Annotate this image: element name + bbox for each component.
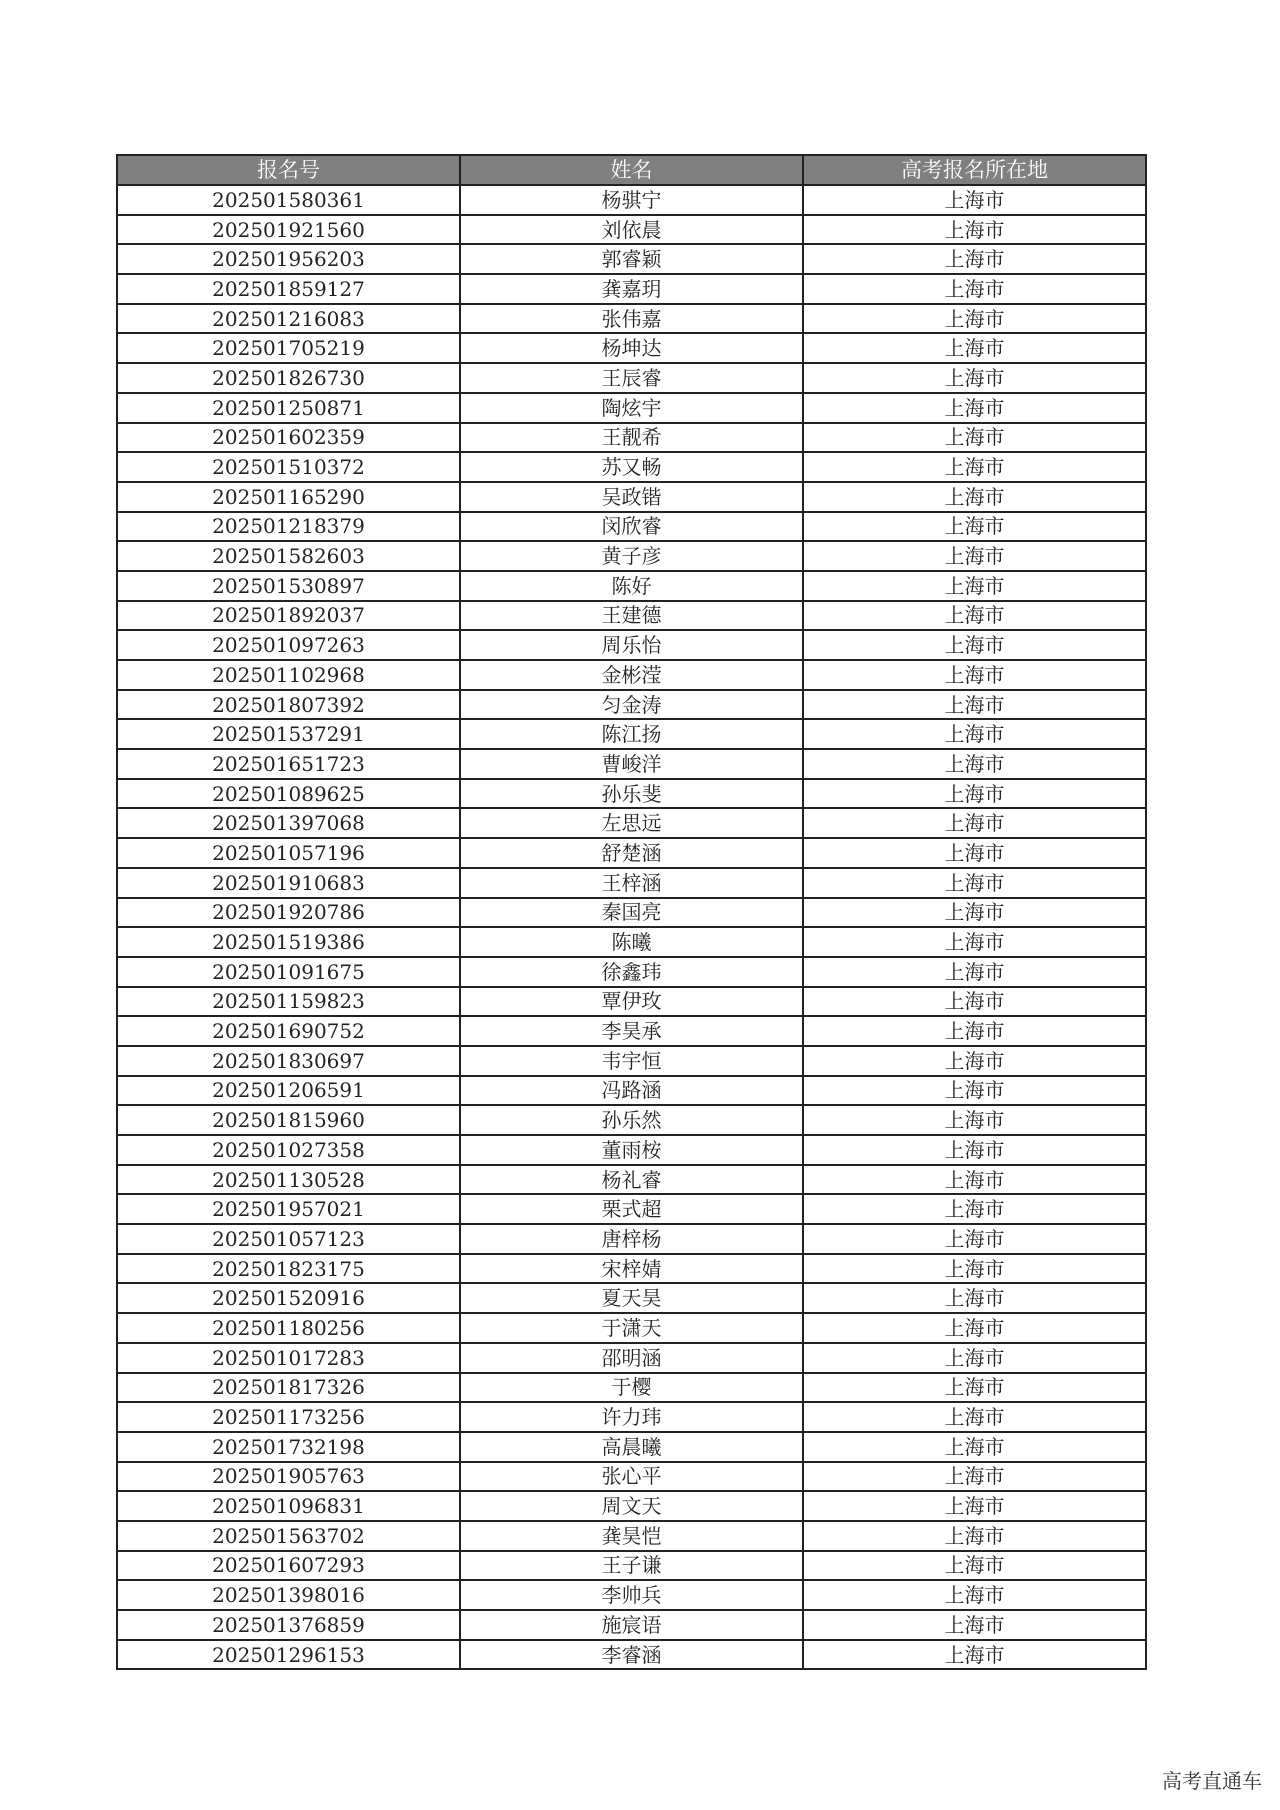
registration-number-cell: 202501690752 <box>117 1016 460 1046</box>
location-cell: 上海市 <box>803 660 1146 690</box>
location-cell: 上海市 <box>803 1313 1146 1343</box>
registration-number-cell: 202501057196 <box>117 838 460 868</box>
name-cell: 曹峻洋 <box>460 749 803 779</box>
name-cell: 黄子彦 <box>460 541 803 571</box>
location-cell: 上海市 <box>803 1283 1146 1313</box>
name-cell: 韦宇恒 <box>460 1046 803 1076</box>
table-row <box>117 1135 1146 1165</box>
location-cell: 上海市 <box>803 838 1146 868</box>
registration-number-cell: 202501206591 <box>117 1076 460 1106</box>
registration-number-cell: 202501218379 <box>117 512 460 542</box>
location-cell: 上海市 <box>803 1373 1146 1403</box>
name-cell: 李睿涵 <box>460 1640 803 1670</box>
location-cell: 上海市 <box>803 1551 1146 1581</box>
location-cell: 上海市 <box>803 571 1146 601</box>
location-cell: 上海市 <box>803 1165 1146 1195</box>
name-cell: 龚昊恺 <box>460 1521 803 1551</box>
registration-number-cell: 202501057123 <box>117 1224 460 1254</box>
table-row <box>117 719 1146 749</box>
table-row <box>117 808 1146 838</box>
location-cell: 上海市 <box>803 690 1146 720</box>
name-cell: 周文天 <box>460 1491 803 1521</box>
table-row <box>117 304 1146 334</box>
name-cell: 匀金涛 <box>460 690 803 720</box>
name-cell: 高晨曦 <box>460 1432 803 1462</box>
table-row <box>117 1313 1146 1343</box>
table-row <box>117 1580 1146 1610</box>
registration-number-cell: 202501920786 <box>117 898 460 928</box>
registration-number-cell: 202501807392 <box>117 690 460 720</box>
table-row <box>117 927 1146 957</box>
name-cell: 周乐怡 <box>460 630 803 660</box>
location-cell: 上海市 <box>803 482 1146 512</box>
registration-number-cell: 202501130528 <box>117 1165 460 1195</box>
name-cell: 栗式超 <box>460 1194 803 1224</box>
name-cell: 金彬滢 <box>460 660 803 690</box>
name-cell: 苏又畅 <box>460 452 803 482</box>
registration-number-cell: 202501732198 <box>117 1432 460 1462</box>
name-cell: 陈江扬 <box>460 719 803 749</box>
table-row <box>117 512 1146 542</box>
table-row <box>117 957 1146 987</box>
location-cell: 上海市 <box>803 452 1146 482</box>
name-cell: 龚嘉玥 <box>460 274 803 304</box>
name-cell: 陶炫宇 <box>460 393 803 423</box>
name-cell: 王梓涵 <box>460 868 803 898</box>
location-cell: 上海市 <box>803 1640 1146 1670</box>
column-header-registration-location: 高考报名所在地 <box>803 155 1146 185</box>
location-cell: 上海市 <box>803 987 1146 1017</box>
name-cell: 郭睿颖 <box>460 244 803 274</box>
name-cell: 王子谦 <box>460 1551 803 1581</box>
registration-number-cell: 202501089625 <box>117 779 460 809</box>
table-row <box>117 1254 1146 1284</box>
table-row <box>117 1105 1146 1135</box>
registration-number-cell: 202501250871 <box>117 393 460 423</box>
location-cell: 上海市 <box>803 1343 1146 1373</box>
location-cell: 上海市 <box>803 1046 1146 1076</box>
name-cell: 杨礼睿 <box>460 1165 803 1195</box>
registration-number-cell: 202501216083 <box>117 304 460 334</box>
name-cell: 邵明涵 <box>460 1343 803 1373</box>
location-cell: 上海市 <box>803 274 1146 304</box>
table-row <box>117 393 1146 423</box>
location-cell: 上海市 <box>803 1135 1146 1165</box>
table-row <box>117 1521 1146 1551</box>
name-cell: 于樱 <box>460 1373 803 1403</box>
registration-number-cell: 202501530897 <box>117 571 460 601</box>
location-cell: 上海市 <box>803 957 1146 987</box>
table-row <box>117 333 1146 363</box>
registration-number-cell: 202501027358 <box>117 1135 460 1165</box>
registration-number-cell: 202501165290 <box>117 482 460 512</box>
registration-number-cell: 202501173256 <box>117 1402 460 1432</box>
table-row <box>117 1224 1146 1254</box>
location-cell: 上海市 <box>803 512 1146 542</box>
table-row <box>117 987 1146 1017</box>
table-row <box>117 838 1146 868</box>
name-cell: 徐鑫玮 <box>460 957 803 987</box>
table-row <box>117 274 1146 304</box>
table-row <box>117 1016 1146 1046</box>
table-row <box>117 601 1146 631</box>
location-cell: 上海市 <box>803 1105 1146 1135</box>
name-cell: 夏天昊 <box>460 1283 803 1313</box>
registration-number-cell: 202501892037 <box>117 601 460 631</box>
table-row <box>117 1194 1146 1224</box>
registration-number-cell: 202501159823 <box>117 987 460 1017</box>
name-cell: 王靓希 <box>460 423 803 453</box>
table-row <box>117 1551 1146 1581</box>
registration-number-cell: 202501905763 <box>117 1462 460 1492</box>
registration-number-cell: 202501830697 <box>117 1046 460 1076</box>
name-cell: 冯路涵 <box>460 1076 803 1106</box>
table-row <box>117 749 1146 779</box>
registration-number-cell: 202501651723 <box>117 749 460 779</box>
registration-number-cell: 202501537291 <box>117 719 460 749</box>
table-row <box>117 1283 1146 1313</box>
table-row <box>117 630 1146 660</box>
table-row <box>117 244 1146 274</box>
table-row <box>117 868 1146 898</box>
registration-number-cell: 202501823175 <box>117 1254 460 1284</box>
registration-number-cell: 202501602359 <box>117 423 460 453</box>
location-cell: 上海市 <box>803 541 1146 571</box>
location-cell: 上海市 <box>803 927 1146 957</box>
registration-number-cell: 202501510372 <box>117 452 460 482</box>
name-cell: 张心平 <box>460 1462 803 1492</box>
location-cell: 上海市 <box>803 1224 1146 1254</box>
table-row <box>117 690 1146 720</box>
column-header-registration-number: 报名号 <box>117 155 460 185</box>
registration-number-cell: 202501097263 <box>117 630 460 660</box>
registration-number-cell: 202501180256 <box>117 1313 460 1343</box>
registration-number-cell: 202501017283 <box>117 1343 460 1373</box>
registration-number-cell: 202501519386 <box>117 927 460 957</box>
table-row <box>117 1462 1146 1492</box>
name-cell: 董雨桉 <box>460 1135 803 1165</box>
name-cell: 王辰睿 <box>460 363 803 393</box>
table-row <box>117 1046 1146 1076</box>
registration-number-cell: 202501397068 <box>117 808 460 838</box>
roster-table <box>116 154 1147 1670</box>
table-row <box>117 1373 1146 1403</box>
table-body <box>117 185 1146 1669</box>
registration-number-cell: 202501091675 <box>117 957 460 987</box>
registration-number-cell: 202501582603 <box>117 541 460 571</box>
location-cell: 上海市 <box>803 393 1146 423</box>
location-cell: 上海市 <box>803 304 1146 334</box>
registration-number-cell: 202501859127 <box>117 274 460 304</box>
registration-number-cell: 202501815960 <box>117 1105 460 1135</box>
location-cell: 上海市 <box>803 423 1146 453</box>
name-cell: 吴政锴 <box>460 482 803 512</box>
registration-number-cell: 202501398016 <box>117 1580 460 1610</box>
name-cell: 陈曦 <box>460 927 803 957</box>
location-cell: 上海市 <box>803 1254 1146 1284</box>
name-cell: 施宸语 <box>460 1610 803 1640</box>
table-row <box>117 541 1146 571</box>
header-row <box>117 155 1146 185</box>
name-cell: 杨坤达 <box>460 333 803 363</box>
location-cell: 上海市 <box>803 808 1146 838</box>
registration-number-cell: 202501910683 <box>117 868 460 898</box>
registration-number-cell: 202501096831 <box>117 1491 460 1521</box>
location-cell: 上海市 <box>803 749 1146 779</box>
table-row <box>117 423 1146 453</box>
location-cell: 上海市 <box>803 1076 1146 1106</box>
name-cell: 舒楚涵 <box>460 838 803 868</box>
location-cell: 上海市 <box>803 1016 1146 1046</box>
watermark-text: 高考直通车 <box>1162 1769 1262 1793</box>
name-cell: 刘依晨 <box>460 215 803 245</box>
name-cell: 秦国亮 <box>460 898 803 928</box>
registration-number-cell: 202501957021 <box>117 1194 460 1224</box>
location-cell: 上海市 <box>803 1194 1146 1224</box>
location-cell: 上海市 <box>803 719 1146 749</box>
registration-number-cell: 202501580361 <box>117 185 460 215</box>
registration-number-cell: 202501607293 <box>117 1551 460 1581</box>
location-cell: 上海市 <box>803 868 1146 898</box>
location-cell: 上海市 <box>803 333 1146 363</box>
name-cell: 李昊承 <box>460 1016 803 1046</box>
table-row <box>117 571 1146 601</box>
location-cell: 上海市 <box>803 601 1146 631</box>
location-cell: 上海市 <box>803 898 1146 928</box>
location-cell: 上海市 <box>803 1580 1146 1610</box>
table-row <box>117 1343 1146 1373</box>
name-cell: 杨骐宁 <box>460 185 803 215</box>
location-cell: 上海市 <box>803 1491 1146 1521</box>
registration-number-cell: 202501376859 <box>117 1610 460 1640</box>
name-cell: 孙乐斐 <box>460 779 803 809</box>
registration-number-cell: 202501921560 <box>117 215 460 245</box>
table-row <box>117 1165 1146 1195</box>
name-cell: 李帅兵 <box>460 1580 803 1610</box>
name-cell: 张伟嘉 <box>460 304 803 334</box>
name-cell: 唐梓杨 <box>460 1224 803 1254</box>
table-row <box>117 898 1146 928</box>
location-cell: 上海市 <box>803 363 1146 393</box>
table-row <box>117 1076 1146 1106</box>
table-row <box>117 185 1146 215</box>
location-cell: 上海市 <box>803 185 1146 215</box>
location-cell: 上海市 <box>803 1462 1146 1492</box>
name-cell: 闵欣睿 <box>460 512 803 542</box>
registration-number-cell: 202501705219 <box>117 333 460 363</box>
name-cell: 陈好 <box>460 571 803 601</box>
name-cell: 王建德 <box>460 601 803 631</box>
table-row <box>117 1491 1146 1521</box>
name-cell: 于潇天 <box>460 1313 803 1343</box>
name-cell: 覃伊玫 <box>460 987 803 1017</box>
table-row <box>117 1432 1146 1462</box>
registration-number-cell: 202501296153 <box>117 1640 460 1670</box>
registration-number-cell: 202501826730 <box>117 363 460 393</box>
registration-number-cell: 202501956203 <box>117 244 460 274</box>
location-cell: 上海市 <box>803 1521 1146 1551</box>
location-cell: 上海市 <box>803 1432 1146 1462</box>
location-cell: 上海市 <box>803 630 1146 660</box>
name-cell: 许力玮 <box>460 1402 803 1432</box>
location-cell: 上海市 <box>803 1402 1146 1432</box>
table-row <box>117 1640 1146 1670</box>
table-row <box>117 452 1146 482</box>
name-cell: 宋梓婧 <box>460 1254 803 1284</box>
table-row <box>117 482 1146 512</box>
table-row <box>117 1610 1146 1640</box>
location-cell: 上海市 <box>803 215 1146 245</box>
registration-number-cell: 202501520916 <box>117 1283 460 1313</box>
location-cell: 上海市 <box>803 1610 1146 1640</box>
registration-number-cell: 202501817326 <box>117 1373 460 1403</box>
name-cell: 孙乐然 <box>460 1105 803 1135</box>
column-header-name: 姓名 <box>460 155 803 185</box>
location-cell: 上海市 <box>803 779 1146 809</box>
table-row <box>117 363 1146 393</box>
registration-number-cell: 202501102968 <box>117 660 460 690</box>
table-row <box>117 779 1146 809</box>
table-row <box>117 1402 1146 1432</box>
location-cell: 上海市 <box>803 244 1146 274</box>
table-row <box>117 660 1146 690</box>
table-row <box>117 215 1146 245</box>
name-cell: 左思远 <box>460 808 803 838</box>
registration-number-cell: 202501563702 <box>117 1521 460 1551</box>
